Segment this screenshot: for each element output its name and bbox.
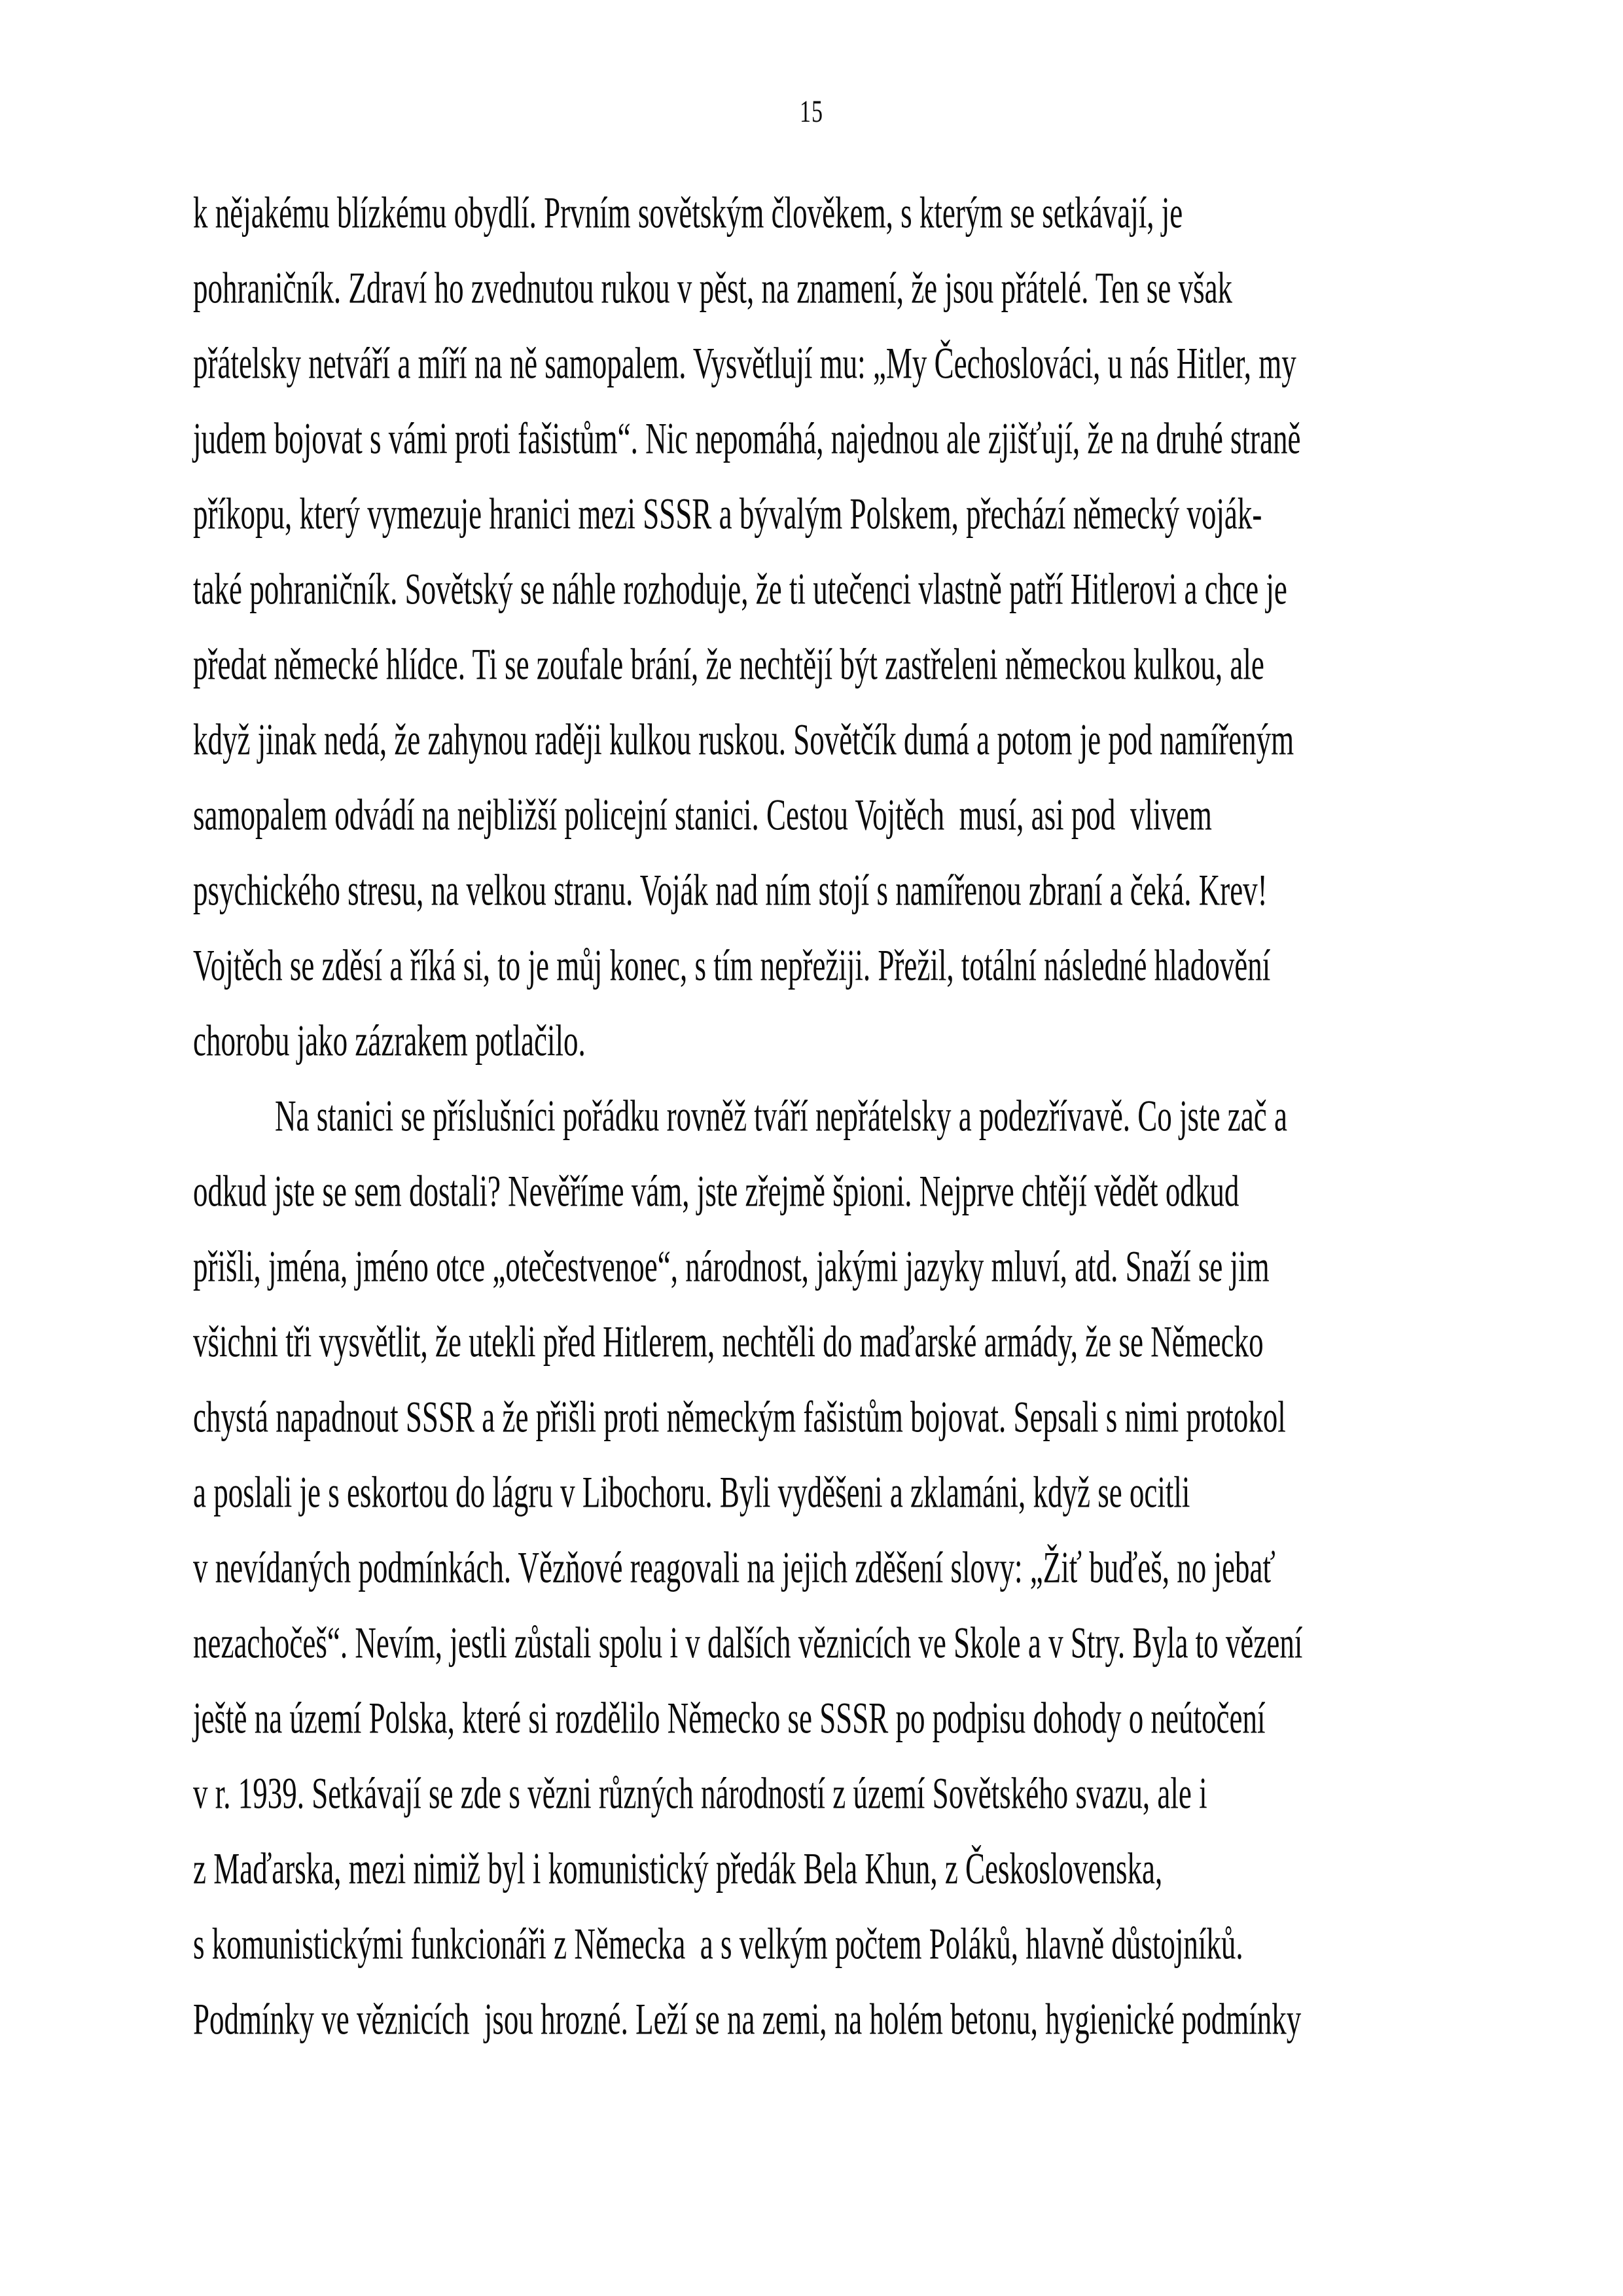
text-line: k nějakému blízkému obydlí. Prvním sovětským člověkem, s kterým se setkávají, je bbox=[193, 188, 1183, 238]
text-line: Podmínky ve věznicích jsou hrozné. Leží se na zemi, na holém betonu, hygienické podmínky bbox=[193, 1994, 1302, 2044]
text-line: chystá napadnout SSSR a že přišli proti německým fašistům bojovat. Sepsali s nimi protokol bbox=[193, 1392, 1286, 1442]
page-number: 15 bbox=[800, 95, 823, 130]
text-line: samopalem odvádí na nejbližší policejní stanici. Cestou Vojtěch musí, asi pod vlivem bbox=[193, 790, 1212, 840]
text-line: všichni tři vysvětlit, že utekli před Hitlerem, nechtěli do maďarské armády, že se Německo bbox=[193, 1317, 1264, 1367]
text-line: a poslali je s eskortou do lágru v Libochoru. Byli vyděšeni a zklamáni, když se ocitli bbox=[193, 1467, 1190, 1517]
text-line: Vojtěch se zděsí a říká si, to je můj konec, s tím nepřežiji. Přežil, totální následné hladovění bbox=[193, 941, 1271, 990]
text-line: pohraničník. Zdraví ho zvednutou rukou v pěst, na znamení, že jsou přátelé. Ten se však bbox=[193, 263, 1233, 313]
text-line: s komunistickými funkcionáři z Německa a s velkým počtem Poláků, hlavně důstojníků. bbox=[193, 1919, 1243, 1969]
text-line: odkud jste se sem dostali? Nevěříme vám, jste zřejmě špioni. Nejprve chtějí vědět odkud bbox=[193, 1166, 1240, 1216]
text-line: předat německé hlídce. Ti se zoufale brání, že nechtějí být zastřeleni německou kulkou, ale bbox=[193, 639, 1264, 689]
text-line: přišli, jména, jméno otce „otečestvenoe“, národnost, jakými jazyky mluví, atd. Snaží se jim bbox=[193, 1242, 1270, 1291]
text-line: Na stanici se příslušníci pořádku rovněž tváří nepřátelsky a podezřívavě. Co jste zač a bbox=[275, 1091, 1287, 1141]
body-text-block bbox=[193, 175, 1450, 2057]
text-line: také pohraničník. Sovětský se náhle rozhoduje, že ti utečenci vlastně patří Hitlerovi a chce je bbox=[193, 564, 1287, 614]
text-line: chorobu jako zázrakem potlačilo. bbox=[193, 1016, 586, 1066]
text-line: judem bojovat s vámi proti fašistům“. Nic nepomáhá, najednou ale zjišťují, že na druhé straně bbox=[193, 414, 1301, 463]
text-line: ještě na území Polska, které si rozdělilo Německo se SSSR po podpisu dohody o neútočení bbox=[193, 1693, 1266, 1743]
text-line: psychického stresu, na velkou stranu. Voják nad ním stojí s namířenou zbraní a čeká. Krev! bbox=[193, 865, 1268, 915]
text-line: v nevídaných podmínkách. Vězňové reagovali na jejich zděšení slovy: „Žiť buďeš, no jebať bbox=[193, 1543, 1275, 1592]
paragraph bbox=[193, 175, 1450, 1079]
text-line: když jinak nedá, že zahynou raději kulkou ruskou. Sovětčík dumá a potom je pod namířeným bbox=[193, 715, 1294, 764]
text-line: nezachočeš“. Nevím, jestli zůstali spolu i v dalších věznicích ve Skole a v Stry. Byla to vězení bbox=[193, 1618, 1303, 1668]
text-line: z Maďarska, mezi nimiž byl i komunistický předák Bela Khun, z Československa, bbox=[193, 1844, 1163, 1893]
text-line: příkopu, který vymezuje hranici mezi SSSR a bývalým Polskem, přechází německý voják- bbox=[193, 489, 1262, 539]
text-line: v r. 1939. Setkávají se zde s vězni různých národností z území Sovětského svazu, ale i bbox=[193, 1768, 1207, 1818]
paragraph bbox=[193, 1079, 1450, 2057]
text-line: přátelsky netváří a míří na ně samopalem. Vysvětlují mu: „My Čechoslováci, u nás Hitler, my bbox=[193, 338, 1296, 388]
